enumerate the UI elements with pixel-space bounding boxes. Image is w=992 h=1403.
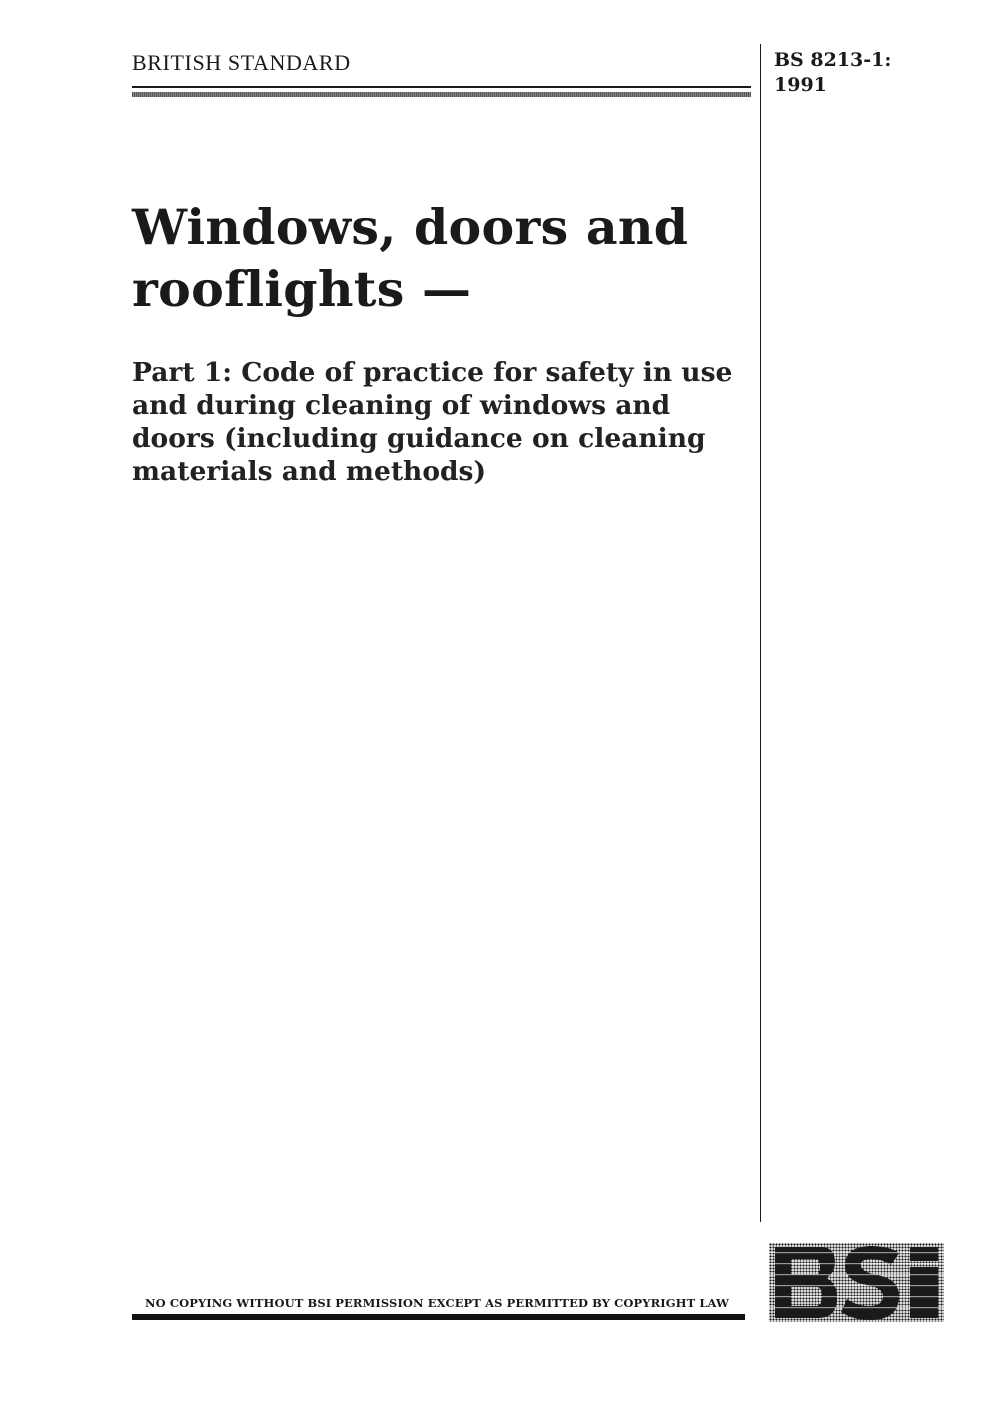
margin-vertical-rule — [760, 44, 761, 1222]
document-title-line: Windows, doors and — [132, 198, 689, 256]
document-subtitle-line: doors (including guidance on cleaning — [132, 423, 706, 454]
standard-number-code: BS 8213-1: — [774, 49, 892, 71]
header-rule-thin — [132, 86, 751, 88]
document-subtitle-line: materials and methods) — [132, 456, 486, 487]
document-title — [132, 196, 752, 320]
copyright-notice: NO COPYING WITHOUT BSI PERMISSION EXCEPT AS PERMITTED BY COPYRIGHT LAW — [145, 1296, 730, 1310]
document-subtitle — [132, 356, 756, 488]
document-subtitle-line: and during cleaning of windows and — [132, 390, 671, 421]
footer-rule — [132, 1314, 745, 1320]
document-type-label: BRITISH STANDARD — [132, 50, 351, 75]
standard-number — [774, 48, 891, 98]
bsi-logo — [769, 1243, 944, 1322]
document-title-line: rooflights — — [132, 260, 472, 318]
document-subtitle-line: Part 1: Code of practice for safety in use — [132, 357, 733, 388]
header-rule — [132, 86, 751, 97]
standard-number-year: 1991 — [774, 74, 827, 96]
header-rule-thick — [132, 92, 751, 97]
